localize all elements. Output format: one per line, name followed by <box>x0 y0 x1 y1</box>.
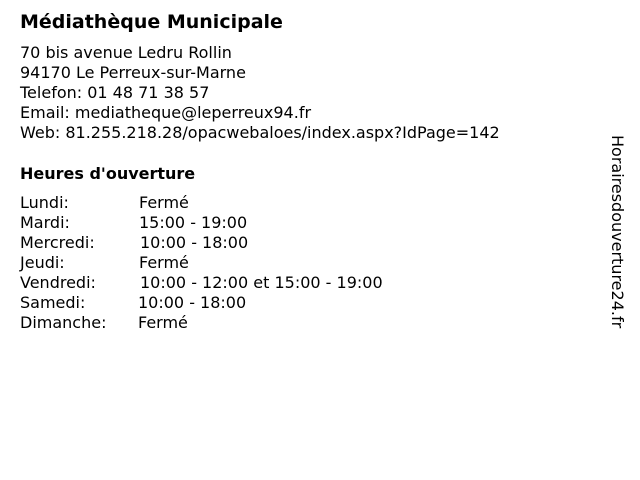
day-hours: 10:00 - 18:00 <box>138 293 247 312</box>
day-label: Samedi: <box>20 293 86 312</box>
place-title: Médiathèque Municipale <box>20 11 283 33</box>
site-watermark: Horairesdouverture24.fr <box>608 135 627 329</box>
phone-line: Telefon: 01 48 71 38 57 <box>20 83 210 102</box>
day-hours: 10:00 - 18:00 <box>140 233 249 252</box>
email-line: Email: mediatheque@leperreux94.fr <box>20 103 312 122</box>
day-label: Lundi: <box>20 193 69 212</box>
day-hours: Fermé <box>138 313 188 332</box>
web-line: Web: 81.255.218.28/opacwebaloes/index.aspx?IdPage=142 <box>20 123 500 142</box>
day-label: Vendredi: <box>20 273 96 292</box>
day-label: Jeudi: <box>20 253 65 272</box>
day-hours: 10:00 - 12:00 et 15:00 - 19:00 <box>140 273 383 292</box>
day-hours: Fermé <box>139 253 189 272</box>
street-line: 70 bis avenue Ledru Rollin <box>20 43 232 62</box>
city-line: 94170 Le Perreux-sur-Marne <box>20 63 246 82</box>
hours-heading: Heures d'ouverture <box>20 164 196 183</box>
day-hours: 15:00 - 19:00 <box>139 213 248 232</box>
day-label: Mercredi: <box>20 233 95 252</box>
day-label: Dimanche: <box>20 313 107 332</box>
day-hours: Fermé <box>139 193 189 212</box>
address-block <box>20 43 500 143</box>
day-label: Mardi: <box>20 213 70 232</box>
